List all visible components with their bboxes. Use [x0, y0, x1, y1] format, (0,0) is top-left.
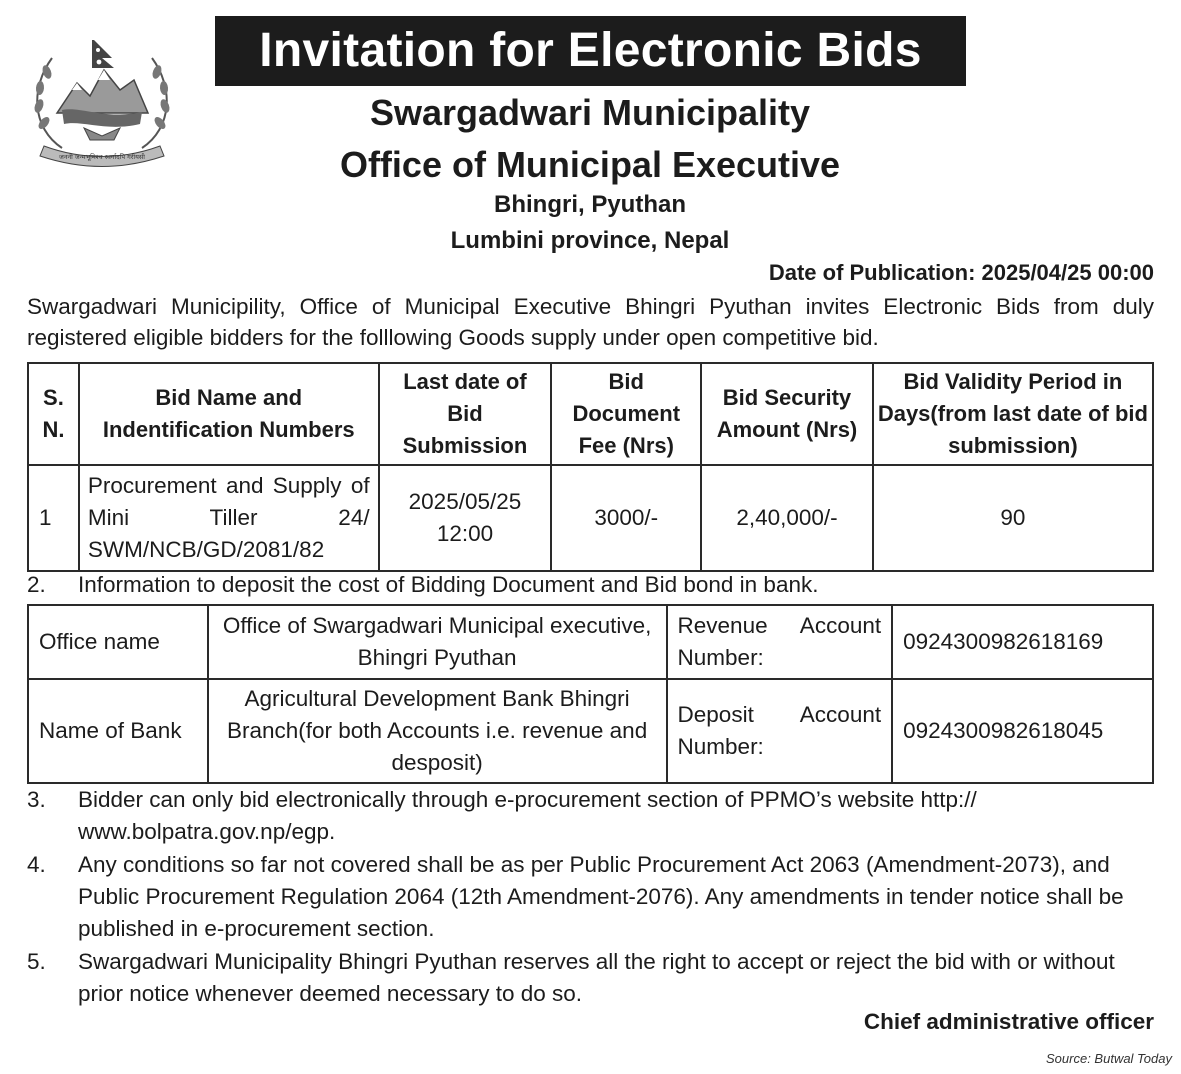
note-number: 3. [27, 787, 46, 812]
header-validity-period: Bid Validity Period in Days(from last date of bid submission) [873, 363, 1153, 465]
note-number: 4. [27, 852, 46, 877]
province: Lumbini province, Nepal [450, 227, 730, 254]
bid-table [27, 362, 1154, 572]
revenue-account-number: 0924300982618169 [892, 605, 1153, 679]
revenue-account-label: Revenue Account Number: [667, 605, 893, 679]
note-text: Any conditions so far not covered shall be as per Public Procurement Act 2063 (Amendment-2073), and Public Procurement Regulation 2064 (12th Amendment-2076). Any amendments in tender notice shall be published in e-procurement section. [78, 852, 1124, 941]
cell-validity-period: 90 [873, 465, 1153, 571]
publication-date: Date of Publication: 2025/04/25 00:00 [768, 260, 1154, 285]
office-name-label: Office name [28, 605, 208, 679]
office-name-value: Office of Swargadwari Municipal executive, Bhingri Pyuthan [208, 605, 667, 679]
office-name: Office of Municipal Executive [339, 144, 841, 185]
bank-name-label: Name of Bank [28, 679, 208, 783]
signatory-title: Chief administrative officer [863, 1009, 1154, 1034]
bank-info-table [27, 604, 1154, 784]
header-last-date: Last date of Bid Submission [379, 363, 552, 465]
note-text: Swargadwari Municipality Bhingri Pyuthan reserves all the right to accept or reject the bid with or without prior notice whenever deemed necessary to do so. [78, 949, 1115, 1006]
deposit-account-number: 0924300982618045 [892, 679, 1153, 783]
bank-name-value: Agricultural Development Bank Bhingri Branch(for both Accounts i.e. revenue and desposit) [208, 679, 667, 783]
cell-document-fee: 3000/- [551, 465, 701, 571]
header-bid-name: Bid Name and Indentification Numbers [79, 363, 379, 465]
source-credit: Source: Butwal Today [1046, 1051, 1172, 1066]
cell-sn: 1 [28, 465, 79, 571]
note-number: 5. [27, 949, 46, 974]
intro-paragraph: Swargadwari Municipility, Office of Municipal Executive Bhingri Pyuthan invites Electronic Bids from duly registered eligible bidders for the folllowing Goods supply under open competitive bid. [27, 294, 1154, 350]
header-security-amount: Bid Security Amount (Nrs) [701, 363, 873, 465]
table-row [28, 465, 1153, 571]
note-text: Bidder can only bid electronically through e-procurement section of PPMO’s website http:// www.bolpatra.gov.np/egp. [78, 787, 977, 844]
note-text: Information to deposit the cost of Bidding Document and Bid bond in bank. [78, 572, 819, 597]
notice-title: Invitation for Electronic Bids [215, 16, 966, 86]
municipality-name: Swargadwari Municipality [369, 92, 811, 133]
note-number: 2. [27, 572, 46, 597]
nepal-emblem-icon [22, 28, 182, 168]
cell-last-date: 2025/05/25 12:00 [379, 465, 552, 571]
table-row [28, 679, 1153, 783]
table-row [28, 605, 1153, 679]
note-5 [27, 946, 1154, 1010]
cell-bid-name: Procurement and Supply of Mini Tiller 24/ SWM/NCB/GD/2081/82 [79, 465, 379, 571]
cell-security-amount: 2,40,000/- [701, 465, 873, 571]
note-3 [27, 784, 1154, 848]
header-document-fee: Bid Document Fee (Nrs) [551, 363, 701, 465]
note-2 [27, 569, 1154, 601]
svg-text:जननी जन्मभूमिश्च स्वर्गादपि गर: जननी जन्मभूमिश्च स्वर्गादपि गरीयसी [59, 153, 145, 161]
deposit-account-label: Deposit Account Number: [667, 679, 893, 783]
table-header-row [28, 363, 1153, 465]
location: Bhingri, Pyuthan [494, 191, 686, 218]
note-4 [27, 849, 1154, 945]
header-sn: S. N. [28, 363, 79, 465]
